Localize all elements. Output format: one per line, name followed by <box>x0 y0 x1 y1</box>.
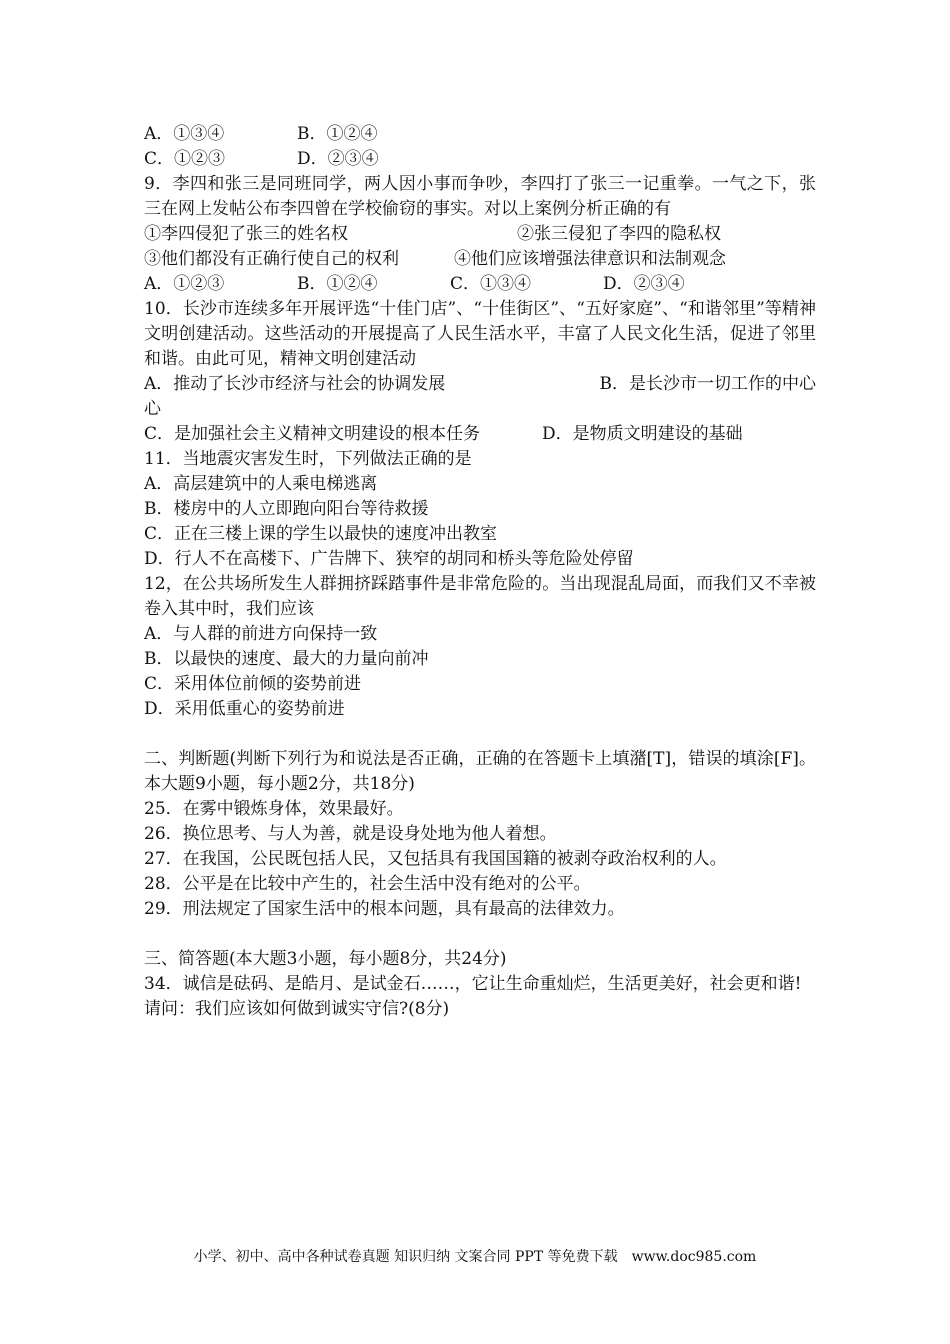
q9-option-c: C．①③④ <box>450 274 532 294</box>
q8-option-a: A．①③④ <box>144 124 225 144</box>
q10-option-b-wrap: 心 <box>144 399 161 419</box>
q9-statements-row-2 <box>144 247 816 272</box>
q9-statement-4: ④他们应该增强法律意识和法制观念 <box>454 249 726 269</box>
q11-option-a: A．高层建筑中的人乘电梯逃离 <box>144 474 378 494</box>
q9-statements-row-1 <box>144 222 816 247</box>
q12-stem: 12，在公共场所发生人群拥挤踩踏事件是非常危险的。当出现混乱局面，而我们又不幸被卷入其中时，我们应该 <box>144 574 816 619</box>
q10-options-row-2 <box>144 422 816 447</box>
q10-option-a: A．推动了长沙市经济与社会的协调发展 <box>144 374 446 394</box>
section-gap <box>144 922 816 947</box>
q34-question: 请问：我们应该如何做到诚实守信?(8分) <box>144 999 450 1019</box>
q8-option-b: B．①②④ <box>297 124 378 144</box>
q8-option-d: D．②③④ <box>297 149 379 169</box>
q8-options-row-2 <box>144 147 816 172</box>
q9-statement-2: ②张三侵犯了李四的隐私权 <box>517 224 721 244</box>
exam-page-content <box>144 122 816 1022</box>
q8-options-row-1 <box>144 122 816 147</box>
q10-option-c: C．是加强社会主义精神文明建设的根本任务 <box>144 424 481 444</box>
q9-option-b: B．①②④ <box>297 274 378 294</box>
q10-stem: 10．长沙市连续多年开展评选“十佳门店”、“十佳街区”、“五好家庭”、“和谐邻里”等精神文明创建活动。这些活动的开展提高了人民生活水平，丰富了人民文化生活，促进了邻里和谐。由此可见，精神文明创建活动 <box>144 299 816 369</box>
q9-option-a: A．①②③ <box>144 274 225 294</box>
q11-option-b: B．楼房中的人立即跑向阳台等待救援 <box>144 499 429 519</box>
q9-options <box>144 272 816 297</box>
q12-option-d: D．采用低重心的姿势前进 <box>144 699 345 719</box>
q26: 26．换位思考、与人为善，就是设身处地为他人着想。 <box>144 824 557 844</box>
q12-option-a: A．与人群的前进方向保持一致 <box>144 624 378 644</box>
q8-option-c: C．①②③ <box>144 149 226 169</box>
section2-heading: 二、判断题(判断下列行为和说法是否正确，正确的在答题卡上填潴[T]，错误的填涂[F]。本大题9小题，每小题2分，共18分) <box>144 749 816 794</box>
q12-option-b: B．以最快的速度、最大的力量向前冲 <box>144 649 429 669</box>
q12-option-c: C．采用体位前倾的姿势前进 <box>144 674 362 694</box>
q9-statement-1: ①李四侵犯了张三的姓名权 <box>144 224 348 244</box>
q34-stem: 34．诚信是砝码、是皓月、是试金石……，它让生命重灿烂，生活更美好，社会更和谐! <box>144 974 802 994</box>
section-gap <box>144 722 816 747</box>
q11-stem: 11．当地震灾害发生时，下列做法正确的是 <box>144 449 472 469</box>
q9-option-d: D．②③④ <box>603 274 685 294</box>
q25: 25．在雾中锻炼身体，效果最好。 <box>144 799 404 819</box>
q10-option-b: B．是长沙市一切工作的中心 <box>599 374 816 394</box>
q29: 29．刑法规定了国家生活中的根本问题，具有最高的法律效力。 <box>144 899 625 919</box>
q11-option-d: D．行人不在高楼下、广告牌下、狭窄的胡同和桥头等危险处停留 <box>144 549 634 569</box>
q9-stem: 9．李四和张三是同班同学，两人因小事而争吵，李四打了张三一记重拳。一气之下，张三在网上发帖公布李四曾在学校偷窃的事实。对以上案例分析正确的有 <box>144 174 816 219</box>
q10-option-d: D．是物质文明建设的基础 <box>542 424 743 444</box>
q27: 27．在我国，公民既包括人民，又包括具有我国国籍的被剥夺政治权利的人。 <box>144 849 727 869</box>
q9-statement-3: ③他们都没有正确行使自己的权利 <box>144 249 399 269</box>
section3-heading: 三、简答题(本大题3小题，每小题8分，共24分) <box>144 949 507 969</box>
q11-option-c: C．正在三楼上课的学生以最快的速度冲出教室 <box>144 524 498 544</box>
q10-options-row-1 <box>144 372 816 397</box>
page-footer: 小学、初中、高中各种试卷真题 知识归纳 文案合同 PPT 等免费下载 www.doc985.com <box>193 1249 757 1265</box>
q28: 28．公平是在比较中产生的，社会生活中没有绝对的公平。 <box>144 874 591 894</box>
